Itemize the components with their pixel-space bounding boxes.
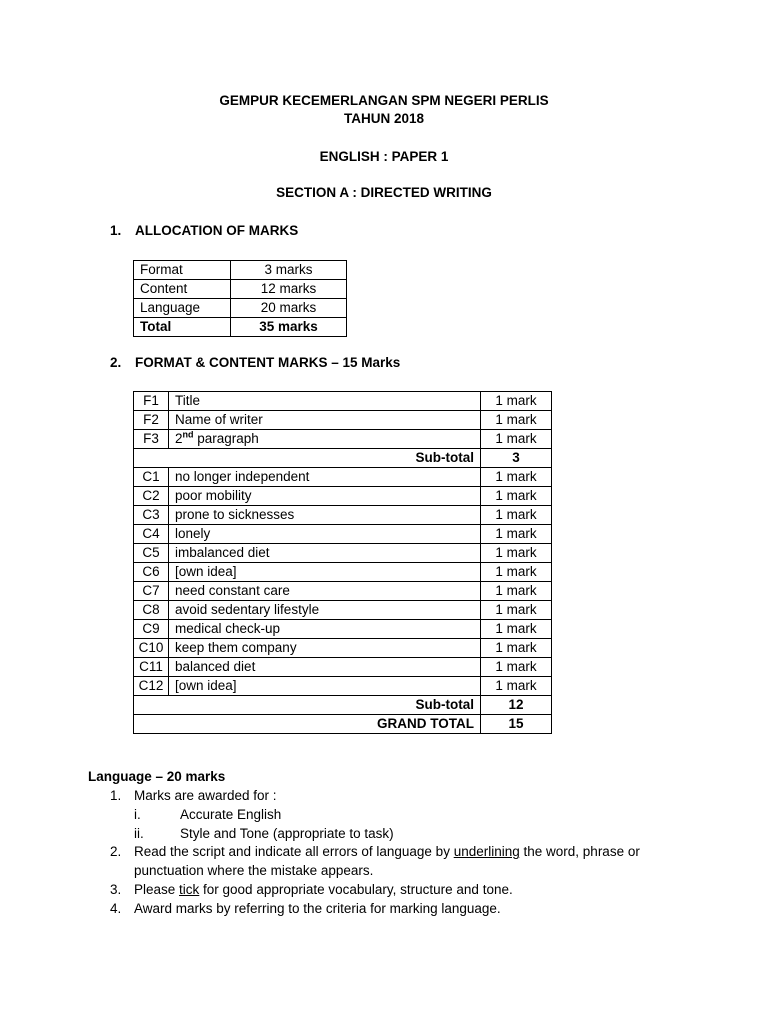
criterion-desc: [169, 430, 481, 449]
criterion-mark: 1 mark: [481, 430, 552, 449]
criterion-mark: 1 mark: [481, 620, 552, 639]
table-row: [134, 658, 552, 677]
table-row: [134, 620, 552, 639]
section-1-title: ALLOCATION OF MARKS: [135, 223, 299, 238]
sub-list-item: [110, 825, 710, 844]
list-item: [110, 900, 710, 919]
criterion-code: C10: [134, 639, 169, 658]
list-number: 3.: [110, 881, 122, 897]
criterion-desc: avoid sedentary lifestyle: [169, 601, 481, 620]
criterion-mark: 1 mark: [481, 392, 552, 411]
sub-list-number: i.: [134, 806, 141, 822]
list-text: Please: [134, 881, 180, 897]
table-row: [134, 411, 552, 430]
subtotal-value: 12: [481, 696, 552, 715]
grand-total-value: 15: [481, 715, 552, 734]
table-row: [134, 544, 552, 563]
criterion-mark: 1 mark: [481, 411, 552, 430]
section-2-heading: [110, 354, 400, 372]
ordinal-number: 2: [175, 431, 183, 446]
sub-list-text: Style and Tone (appropriate to task): [180, 825, 394, 841]
section-2-title: FORMAT & CONTENT MARKS – 15 Marks: [135, 355, 401, 370]
table-row: [134, 639, 552, 658]
list-number: 1.: [110, 788, 122, 803]
criterion-desc: Name of writer: [169, 411, 481, 430]
list-text: for good appropriate vocabulary, structure and tone.: [199, 881, 513, 897]
section-2-number: 2.: [110, 355, 122, 370]
subtotal-label: Sub-total: [134, 696, 481, 715]
table-row: [134, 677, 552, 696]
criterion-mark: 1 mark: [481, 487, 552, 506]
alloc-label: Language: [134, 299, 231, 318]
list-number: 2.: [110, 844, 122, 860]
table-row: [134, 563, 552, 582]
alloc-label: Content: [134, 280, 231, 299]
alloc-total-label: Total: [134, 318, 231, 337]
allocation-table: [133, 260, 347, 337]
criterion-code: F2: [134, 411, 169, 430]
criterion-code: C5: [134, 544, 169, 563]
list-number: 4.: [110, 900, 122, 916]
criterion-code: C9: [134, 620, 169, 639]
criterion-mark: 1 mark: [481, 658, 552, 677]
table-row-total: [134, 318, 347, 337]
criterion-code: C4: [134, 525, 169, 544]
criterion-desc: lonely: [169, 525, 481, 544]
subtotal-value: 3: [481, 449, 552, 468]
list-item: [110, 881, 710, 900]
list-text-continued: punctuation where the mistake appears.: [134, 863, 374, 879]
table-row-subtotal: [134, 449, 552, 468]
grand-total-label: GRAND TOTAL: [134, 715, 481, 734]
criterion-code: C7: [134, 582, 169, 601]
criterion-desc: Title: [169, 392, 481, 411]
paper-title: ENGLISH : PAPER 1: [319, 149, 449, 164]
criterion-code: C6: [134, 563, 169, 582]
table-row: [134, 525, 552, 544]
sub-list-text: Accurate English: [180, 806, 282, 822]
criterion-code: C11: [134, 658, 169, 677]
criterion-desc: poor mobility: [169, 487, 481, 506]
subtotal-label: Sub-total: [134, 449, 481, 468]
table-row: [134, 601, 552, 620]
language-heading: Language – 20 marks: [88, 769, 226, 784]
criterion-mark: 1 mark: [481, 525, 552, 544]
criterion-mark: 1 mark: [481, 506, 552, 525]
list-text: Read the script and indicate all errors of language by: [134, 844, 454, 860]
table-row: [134, 506, 552, 525]
table-row-subtotal: [134, 696, 552, 715]
alloc-label: Format: [134, 261, 231, 280]
sub-list-number: ii.: [134, 825, 144, 841]
desc-rest: paragraph: [193, 431, 259, 446]
criterion-desc: imbalanced diet: [169, 544, 481, 563]
section-title: SECTION A : DIRECTED WRITING: [276, 185, 492, 200]
section-1-number: 1.: [110, 223, 122, 238]
table-row: [134, 280, 347, 299]
ordinal-suffix: nd: [182, 429, 194, 440]
sub-list-item: [110, 806, 710, 825]
section-1-heading: [110, 222, 298, 240]
criterion-code: C2: [134, 487, 169, 506]
underlined-word: tick: [179, 881, 200, 897]
alloc-value: 3 marks: [231, 261, 347, 280]
table-row: [134, 392, 552, 411]
criterion-desc: balanced diet: [169, 658, 481, 677]
table-row: [134, 487, 552, 506]
title-line-2: TAHUN 2018: [343, 111, 425, 126]
criterion-mark: 1 mark: [481, 582, 552, 601]
alloc-value: 12 marks: [231, 280, 347, 299]
list-text: Marks are awarded for :: [134, 788, 277, 803]
table-row: [134, 261, 347, 280]
criterion-desc: medical check-up: [169, 620, 481, 639]
alloc-value: 20 marks: [231, 299, 347, 318]
criterion-code: C8: [134, 601, 169, 620]
alloc-total-value: 35 marks: [231, 318, 347, 337]
criterion-desc: [own idea]: [169, 563, 481, 582]
criterion-mark: 1 mark: [481, 639, 552, 658]
criterion-desc: [own idea]: [169, 677, 481, 696]
criterion-mark: 1 mark: [481, 677, 552, 696]
criterion-code: C3: [134, 506, 169, 525]
table-row: [134, 582, 552, 601]
format-content-table: [133, 391, 552, 734]
criterion-mark: 1 mark: [481, 601, 552, 620]
language-criteria-list: [110, 787, 710, 919]
table-row: [134, 299, 347, 318]
criterion-mark: 1 mark: [481, 563, 552, 582]
list-text: the word, phrase or: [519, 844, 640, 860]
criterion-mark: 1 mark: [481, 468, 552, 487]
list-item: [110, 787, 710, 806]
table-row: [134, 468, 552, 487]
criterion-code: C12: [134, 677, 169, 696]
criterion-mark: 1 mark: [481, 544, 552, 563]
criterion-code: C1: [134, 468, 169, 487]
criterion-code: F3: [134, 430, 169, 449]
criterion-code: F1: [134, 392, 169, 411]
criterion-desc: need constant care: [169, 582, 481, 601]
underlined-word: underlining: [453, 844, 520, 860]
criterion-desc: no longer independent: [169, 468, 481, 487]
title-line-1: GEMPUR KECEMERLANGAN SPM NEGERI PERLIS: [219, 93, 549, 108]
criterion-desc: keep them company: [169, 639, 481, 658]
table-row-grand-total: [134, 715, 552, 734]
criterion-desc: prone to sicknesses: [169, 506, 481, 525]
table-row: [134, 430, 552, 449]
list-item: [110, 843, 710, 881]
list-text: Award marks by referring to the criteria for marking language.: [134, 900, 501, 916]
